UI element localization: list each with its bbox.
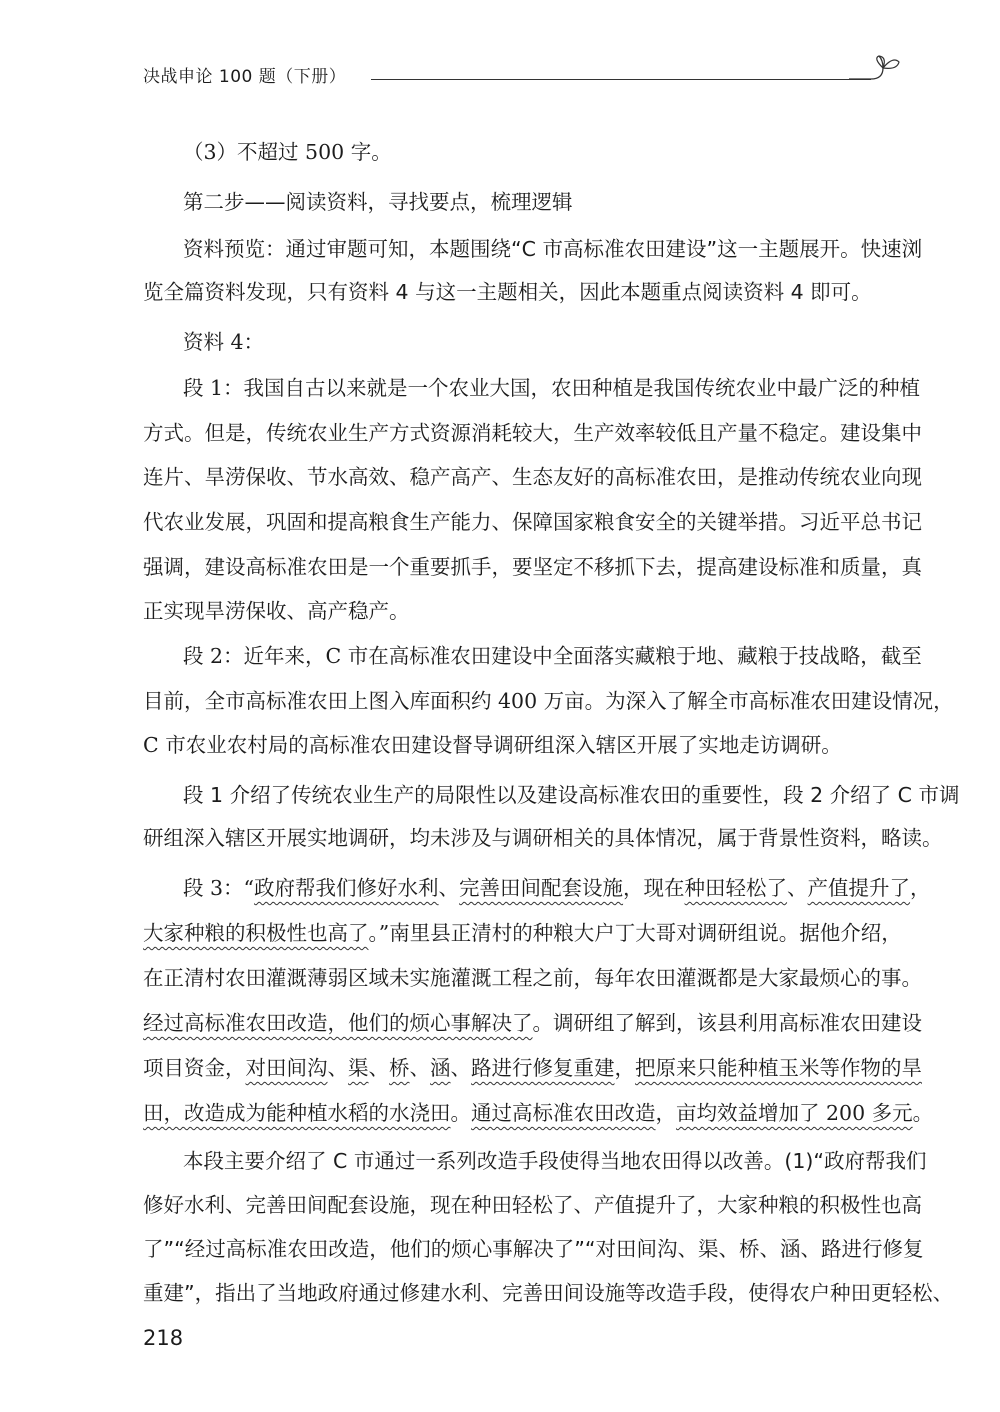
sprout-ornament-icon (849, 48, 909, 88)
step-two-heading: 第二步——阅读资料，寻找要点，梳理逻辑 (183, 190, 573, 214)
wavy-underlined-phrase: 把原来只能种植玉米等作物的旱 (635, 1056, 922, 1080)
text-run: 、 (327, 1056, 348, 1080)
paragraph-2-line: C 市农业农村局的高标准农田建设督导调研组深入辖区开展了实地走访调研。 (143, 733, 842, 757)
text-run: 项目资金， (143, 1056, 246, 1080)
paragraph-1-line: 强调，建设高标准农田是一个重要抓手，要坚定不移抓下去，提高建设标准和质量，真 (143, 555, 922, 579)
requirement-word-limit: （3）不超过 500 字。 (183, 140, 392, 164)
wavy-underlined-phrase: 产值提升了 (807, 876, 911, 900)
analysis-line: 研组深入辖区开展实地调研，均未涉及与调研相关的具体情况，属于背景性资料，略读。 (143, 826, 943, 850)
wavy-underlined-phrase: 渠 (348, 1056, 369, 1080)
wavy-underlined-phrase: 涵 (430, 1056, 451, 1080)
paragraph-1-line: 段 1：我国自古以来就是一个农业大国，农田种植是我国传统农业中最广泛的种植 (183, 376, 921, 400)
analysis-line: 本段主要介绍了 C 市通过一系列改造手段使得当地农田得以改善。(1)“政府帮我们 (183, 1149, 927, 1173)
text-run: 、 (409, 1056, 430, 1080)
paragraph-2-line: 目前，全市高标准农田上图入库面积约 400 万亩。为深入了解全市高标准农田建设情况， (143, 689, 954, 713)
text-run: ， (614, 1056, 635, 1080)
text-run: 。调研组了解到，该县利用高标准农田建设 (532, 1011, 922, 1035)
wavy-underlined-phrase: 亩均效益增加了 200 多元 (676, 1101, 913, 1125)
wavy-underlined-phrase: 田，改造成为能种植水稻的水浇田 (143, 1101, 451, 1125)
paragraph-3-line (143, 1008, 922, 1038)
text-run: 。”南里县正清村的种粮大户丁大哥对调研组说。据他介绍， (368, 921, 902, 945)
text-run: ， (655, 1101, 676, 1125)
wavy-underlined-phrase: 对田间沟 (245, 1056, 328, 1080)
paragraph-3-line (183, 873, 953, 903)
header-rule (371, 79, 871, 80)
text-run: 、 (438, 876, 460, 900)
text-run: 、 (368, 1056, 389, 1080)
material-4-label: 资料 4： (183, 330, 265, 354)
wavy-underlined-phrase: 完善田间配套设施 (459, 876, 624, 900)
text-run: 。 (450, 1101, 471, 1125)
paragraph-1-line: 代农业发展，巩固和提高粮食生产能力、保障国家粮食安全的关键举措。习近平总书记 (143, 510, 922, 534)
paragraph-1-line: 正实现旱涝保收、高产稳产。 (143, 599, 410, 623)
wavy-underlined-phrase: 经过高标准农田改造，他们的烦心事解决了 (143, 1011, 533, 1035)
text-run: 、 (450, 1056, 471, 1080)
paragraph-3-line: 在正清村农田灌溉薄弱区域未实施灌溉工程之前，每年农田灌溉都是大家最烦心的事。 (143, 966, 922, 990)
wavy-underlined-phrase: 通过高标准农田改造 (471, 1101, 656, 1125)
paragraph-1-line: 连片、旱涝保收、节水高效、稳产高产、生态友好的高标准农田，是推动传统农业向现 (143, 465, 922, 489)
text-run: ， (910, 876, 931, 900)
wavy-underlined-phrase: 路进行修复重建 (471, 1056, 615, 1080)
text-run: 段 3：“ (183, 876, 255, 900)
analysis-line: 重建”，指出了当地政府通过修建水利、完善田间设施等改造手段，使得农户种田更轻松、 (143, 1281, 954, 1305)
wavy-underlined-phrase: 种田轻松了 (684, 876, 788, 900)
header-book-title: 决战申论 100 题（下册） (143, 67, 347, 87)
running-header (143, 62, 903, 96)
analysis-line: 了”“经过高标准农田改造，他们的烦心事解决了”“对田间沟、渠、桥、涵、路进行修复 (143, 1237, 924, 1261)
analysis-line: 段 1 介绍了传统农业生产的局限性以及建设高标准农田的重要性，段 2 介绍了 C 市调 (183, 783, 960, 807)
text-run: 。 (912, 1101, 934, 1125)
paragraph-3-line (143, 1098, 934, 1128)
text-run: ，现在 (623, 876, 685, 900)
page-number: 218 (143, 1326, 184, 1350)
paragraph-1-line: 方式。但是，传统农业生产方式资源消耗较大，生产效率较低且产量不稳定。建设集中 (143, 421, 922, 445)
wavy-underlined-phrase: 桥 (389, 1056, 410, 1080)
paragraph-2-line: 段 2：近年来，C 市在高标准农田建设中全面落实藏粮于地、藏粮于技战略，截至 (183, 644, 922, 668)
paragraph-3-line (143, 918, 913, 948)
wavy-underlined-phrase: 政府帮我们修好水利 (254, 876, 439, 900)
text-run: 、 (787, 876, 808, 900)
analysis-line: 修好水利、完善田间配套设施，现在种田轻松了、产值提升了，大家种粮的积极性也高 (143, 1193, 922, 1217)
material-preview-line: 览全篇资料发现，只有资料 4 与这一主题相关，因此本题重点阅读资料 4 即可。 (143, 280, 872, 304)
wavy-underlined-phrase: 大家种粮的积极性也高了 (143, 921, 369, 945)
paragraph-3-line (143, 1053, 922, 1083)
material-preview-line: 资料预览：通过审题可知，本题围绕“C 市高标准农田建设”这一主题展开。快速浏 (183, 237, 923, 261)
